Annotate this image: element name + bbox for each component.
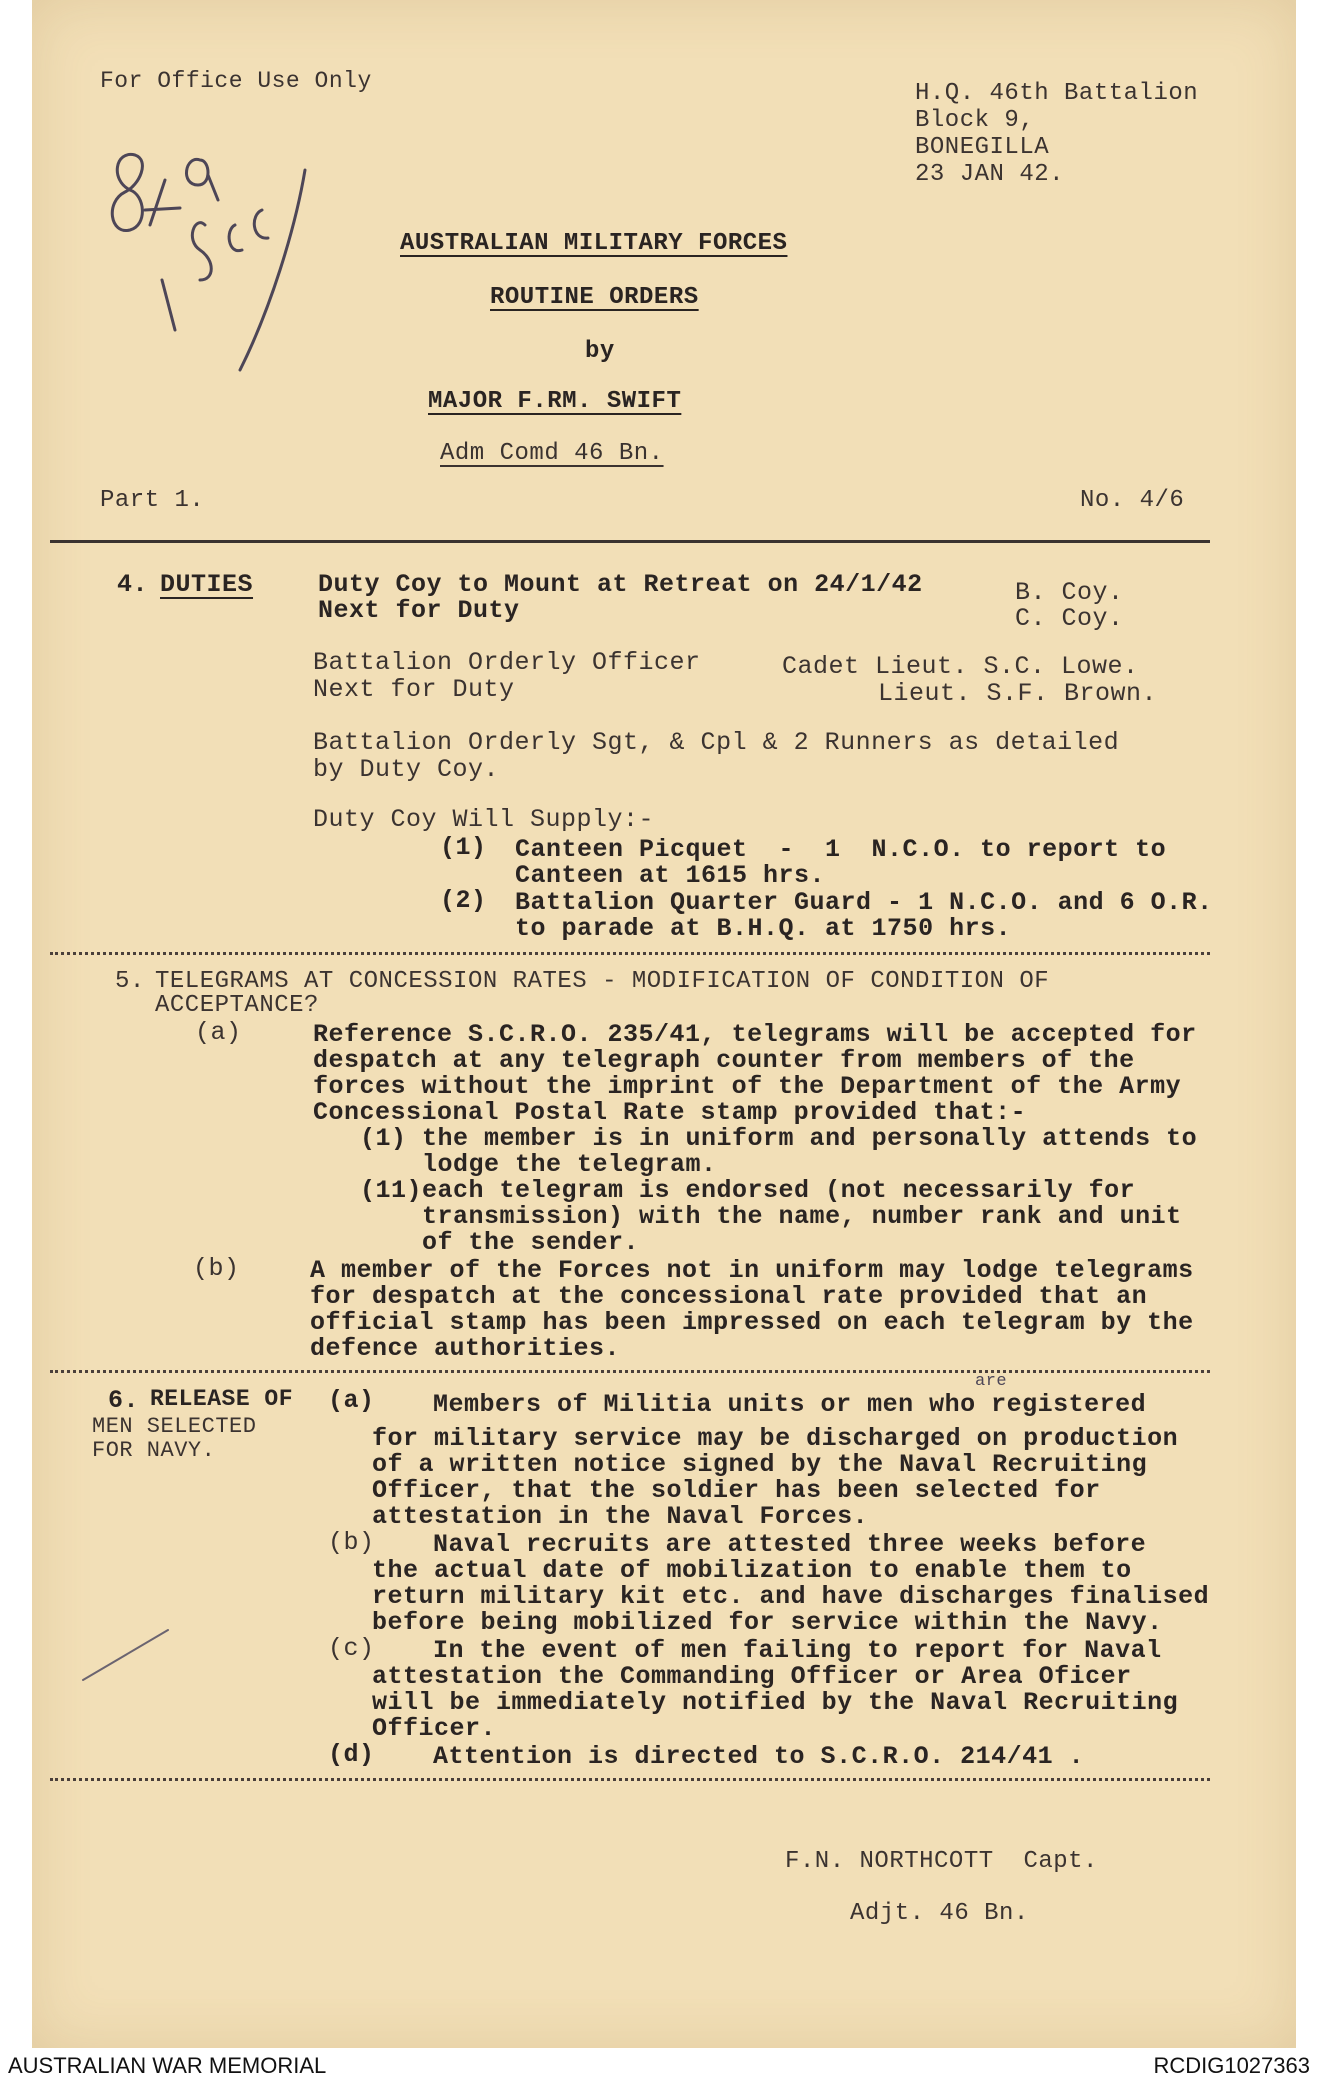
section-6-b-label: (b) — [328, 1528, 375, 1557]
section-5-heading-line-2: ACCEPTANCE? — [155, 992, 319, 1019]
orderly-officer-name: Cadet Lieut. S.C. Lowe. — [782, 652, 1139, 681]
section-6-d-line: Attention is directed to S.C.R.O. 214/41 . — [433, 1742, 1085, 1771]
hq-date: 23 JAN 42. — [915, 161, 1065, 188]
section-5-ii-line-2: transmission) with the name, number rank and unit — [422, 1202, 1182, 1231]
supply-item-1-line-2: Canteen at 1615 hrs. — [515, 861, 826, 890]
section-6-a-label: (a) — [328, 1386, 375, 1415]
section-6-c-line-1: In the event of men failing to report for Naval — [433, 1636, 1162, 1665]
hq-address-line-1: H.Q. 46th Battalion — [915, 80, 1199, 107]
section-5-b-label: (b) — [193, 1254, 240, 1283]
section-5-i-label: (1) — [360, 1124, 407, 1153]
section-6-b-line-2: the actual date of mobilization to enable them to — [372, 1556, 1132, 1585]
supply-item-2-line-1: Battalion Quarter Guard - 1 N.C.O. and 6 O.R. — [515, 888, 1213, 917]
section-6-c-line-2: attestation the Commanding Officer or Area Oficer — [372, 1662, 1132, 1691]
supply-item-2-line-2: to parade at B.H.Q. at 1750 hrs. — [515, 914, 1012, 943]
supply-item-2-label: (2) — [440, 886, 487, 915]
duty-supply-label: Duty Coy Will Supply:- — [313, 805, 655, 834]
duty-coy: B. Coy. — [1015, 578, 1124, 607]
section-5-a-line-3: forces without the imprint of the Department of the Army — [313, 1072, 1182, 1101]
section-5-ii-line-1: each telegram is endorsed (not necessarily for — [422, 1176, 1136, 1205]
title-forces: AUSTRALIAN MILITARY FORCES — [400, 230, 788, 257]
section-6-a-insertion: are — [975, 1372, 1008, 1391]
section-6-a-line-2: for military service may be discharged on production — [372, 1424, 1179, 1453]
section-5-a-line-2: despatch at any telegraph counter from members of the — [313, 1046, 1135, 1075]
archive-credit: AUSTRALIAN WAR MEMORIAL — [8, 2053, 327, 2078]
signatory-title: Adjt. 46 Bn. — [850, 1900, 1029, 1927]
section-6-c-line-4: Officer. — [372, 1714, 497, 1743]
orderly-sgt-line-2: by Duty Coy. — [313, 755, 500, 784]
section-6-a-line-5: attestation in the Naval Forces. — [372, 1502, 869, 1531]
title-by: by — [585, 338, 615, 365]
section-5-heading-line-1: TELEGRAMS AT CONCESSION RATES - MODIFICATION OF CONDITION OF — [155, 968, 1050, 995]
section-5-b-line-4: defence authorities. — [310, 1334, 621, 1363]
next-duty-coy: C. Coy. — [1015, 604, 1124, 633]
section-5-b-line-2: for despatch at the concessional rate provided that an — [310, 1282, 1148, 1311]
section-6-a-line-4: Officer, that the soldier has been selected for — [372, 1476, 1101, 1505]
section-6-b-line-4: before being mobilized for service within the Navy. — [372, 1608, 1163, 1637]
hq-address-line-2: Block 9, — [915, 107, 1035, 134]
section-5-a-line-1: Reference S.C.R.O. 235/41, telegrams will be accepted for — [313, 1020, 1197, 1049]
divider-rule — [50, 540, 1210, 543]
divider-rule — [50, 1370, 1210, 1373]
section-6-number: 6. — [108, 1386, 140, 1415]
orderly-sgt-line-1: Battalion Orderly Sgt, & Cpl & 2 Runners as detailed — [313, 728, 1120, 757]
divider-rule — [50, 952, 1210, 955]
title-routine-orders: ROUTINE ORDERS — [490, 284, 699, 311]
section-6-b-line-1: Naval recruits are attested three weeks before — [433, 1530, 1147, 1559]
section-6-b-line-3: return military kit etc. and have discharges finalised — [372, 1582, 1210, 1611]
handwritten-annotation — [90, 130, 340, 380]
section-6-c-line-3: will be immediately notified by the Naval Recruiting — [372, 1688, 1179, 1717]
orderly-officer-next-name: Lieut. S.F. Brown. — [878, 679, 1158, 708]
orderly-officer-label: Battalion Orderly Officer — [313, 648, 701, 677]
section-6-heading-line-2: MEN SELECTED — [92, 1414, 257, 1439]
section-5-i-line-2: lodge the telegram. — [422, 1150, 717, 1179]
signatory-name: F.N. NORTHCOTT Capt. — [785, 1848, 1098, 1875]
section-5-a-label: (a) — [195, 1018, 242, 1047]
section-5-number: 5. — [115, 968, 145, 995]
section-5-b-line-3: official stamp has been impressed on each telegram by the — [310, 1308, 1194, 1337]
title-appointment: Adm Comd 46 Bn. — [440, 440, 664, 467]
section-6-heading-line-1: RELEASE OF — [150, 1386, 294, 1412]
section-6-a-line-3: of a written notice signed by the Naval Recruiting — [372, 1450, 1148, 1479]
orderly-officer-next-label: Next for Duty — [313, 675, 515, 704]
section-4-number: 4. — [117, 570, 149, 599]
supply-item-1-label: (1) — [440, 833, 487, 862]
section-5-i-line-1: the member is in uniform and personally attends to — [422, 1124, 1198, 1153]
section-5-ii-line-3: of the sender. — [422, 1228, 640, 1257]
office-use-label: For Office Use Only — [100, 68, 372, 94]
section-6-a-line-1: Members of Militia units or men who registered — [433, 1390, 1147, 1419]
order-number: No. 4/6 — [1080, 487, 1185, 514]
duties-line-2: Next for Duty — [318, 596, 520, 625]
divider-rule — [50, 1778, 1210, 1781]
duties-line-1: Duty Coy to Mount at Retreat on 24/1/42 — [318, 570, 923, 599]
pencil-mark — [78, 1610, 178, 1690]
hq-address-line-3: BONEGILLA — [915, 134, 1050, 161]
section-5-a-line-4: Concessional Postal Rate stamp provided that:- — [313, 1098, 1027, 1127]
section-5-b-line-1: A member of the Forces not in uniform may lodge telegrams — [310, 1256, 1194, 1285]
title-commander: MAJOR F.RM. SWIFT — [428, 388, 682, 415]
supply-item-1-line-1: Canteen Picquet - 1 N.C.O. to report to — [515, 835, 1167, 864]
section-4-heading: DUTIES — [160, 570, 254, 599]
section-6-c-label: (c) — [328, 1634, 375, 1663]
archive-id: RCDIG1027363 — [1153, 2053, 1310, 2078]
section-6-heading-line-3: FOR NAVY. — [92, 1438, 216, 1463]
part-label: Part 1. — [100, 487, 205, 514]
section-5-ii-label: (11) — [360, 1176, 423, 1205]
section-6-d-label: (d) — [328, 1740, 375, 1769]
